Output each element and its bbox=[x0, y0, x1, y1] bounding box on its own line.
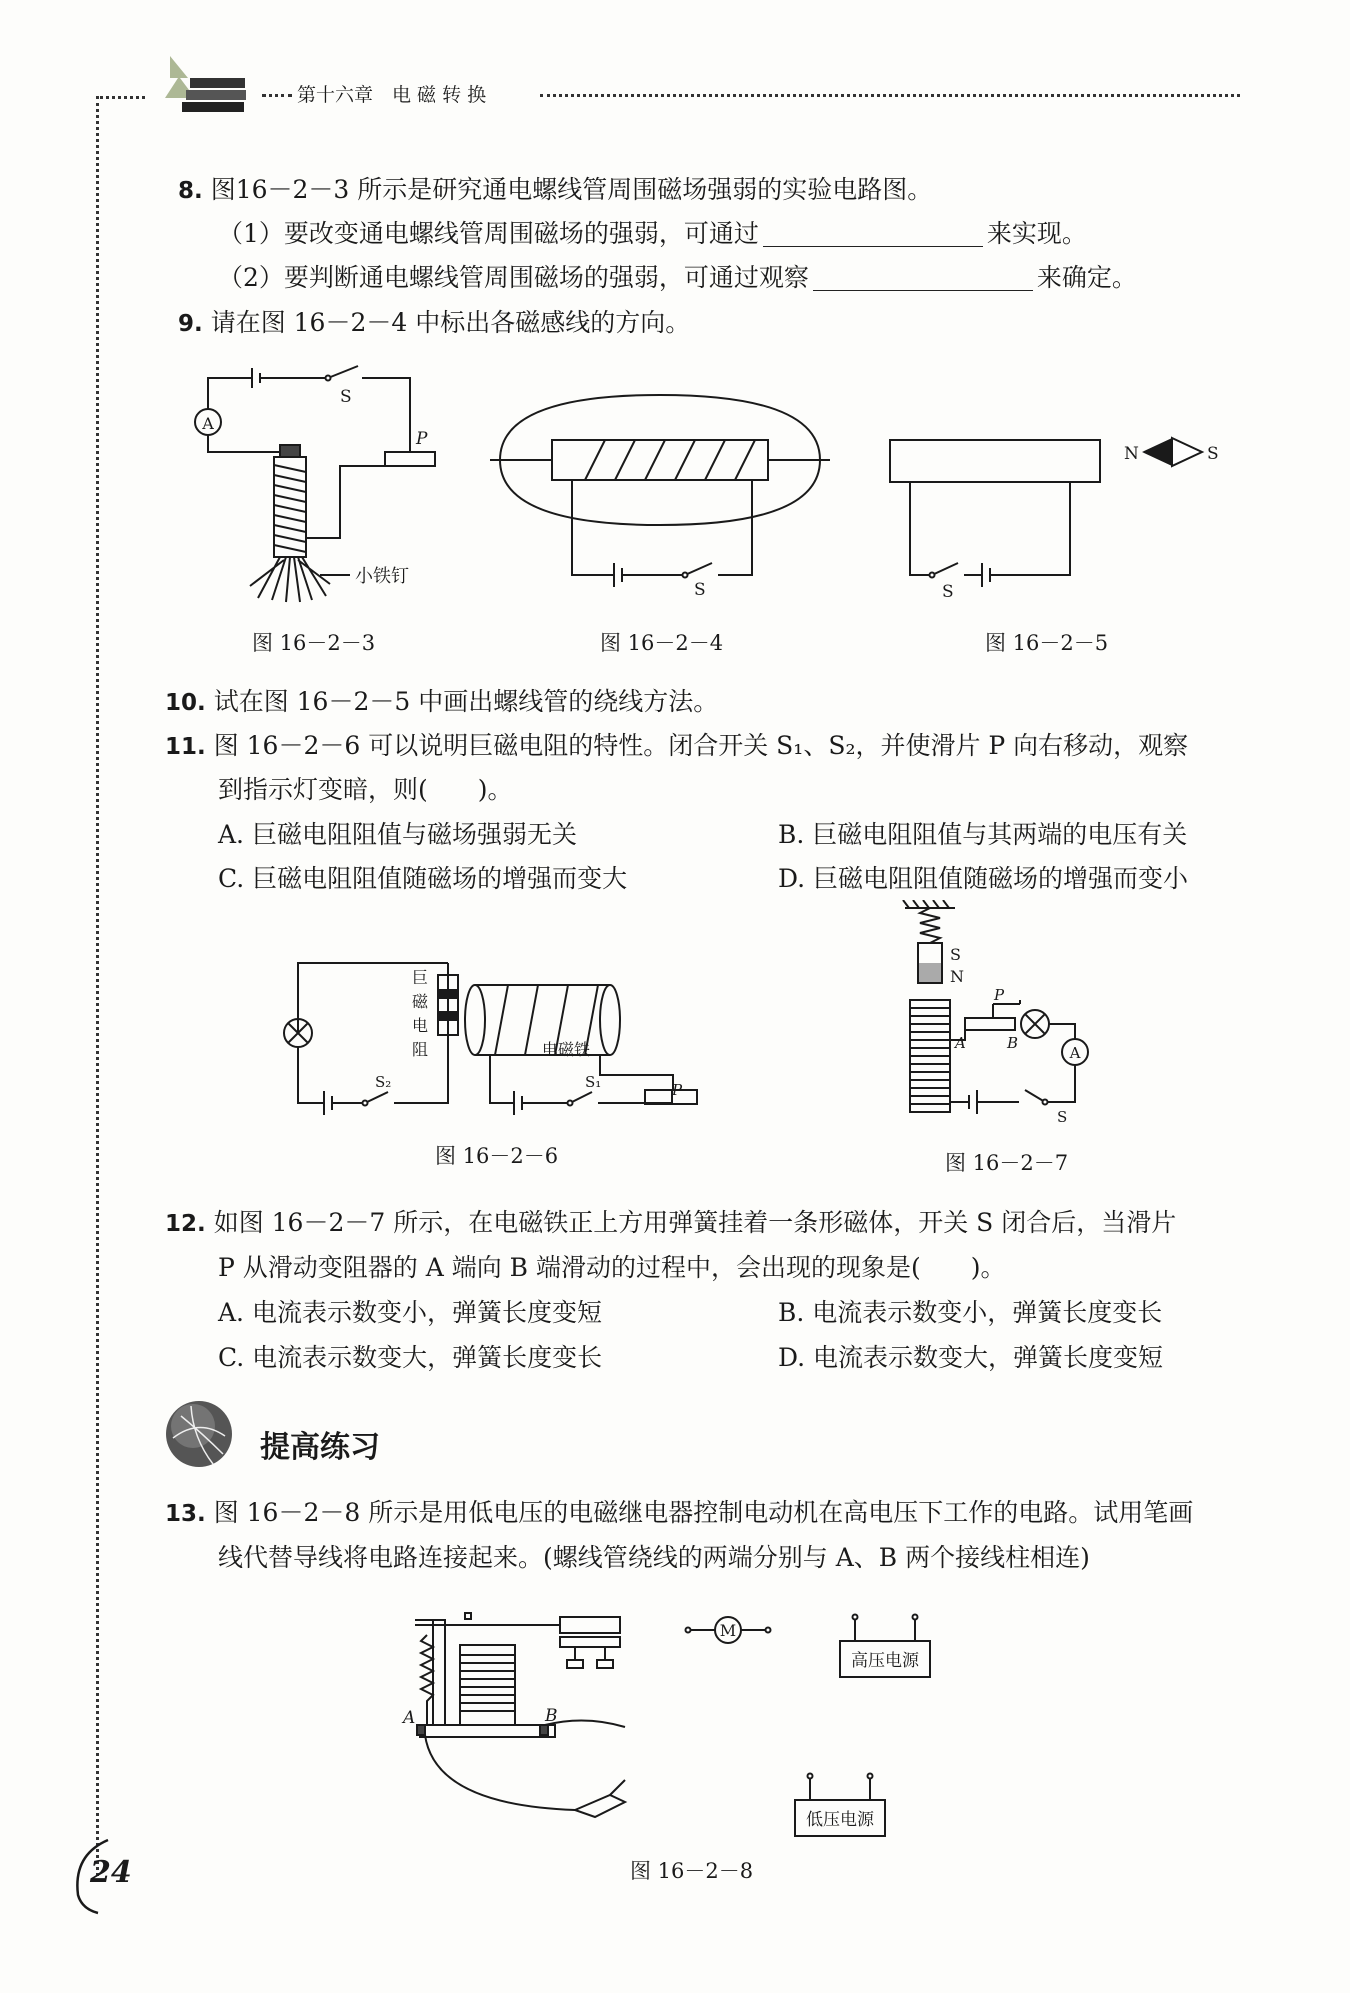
question-12-stem-line-1 bbox=[165, 1205, 1176, 1242]
fig5-switch-label: S bbox=[942, 582, 954, 602]
chapter-title: 第十六章 电 磁 转 换 bbox=[297, 84, 487, 106]
question-8-text: 图16－2－3 所示是研究通电螺线管周围磁场强弱的实验电路图。 bbox=[210, 175, 933, 204]
fig7-switch-label: S bbox=[1057, 1108, 1068, 1126]
question-13-stem-line-2: 线代替导线将电路连接起来。(螺线管绕线的两端分别与 A、B 两个接线柱相连) bbox=[218, 1543, 1090, 1572]
question-13-stem-line-1 bbox=[165, 1495, 1193, 1532]
question-10-text: 试在图 16－2－5 中画出螺线管的绕线方法。 bbox=[213, 687, 719, 716]
question-12-text-1: 如图 16－2－7 所示，在电磁铁正上方用弹簧挂着一条形磁体，开关 S 闭合后，当滑片 bbox=[213, 1208, 1177, 1237]
figure-16-2-3 bbox=[180, 360, 460, 610]
header-dotted-line-left-vertical bbox=[96, 96, 99, 1876]
question-11-option-d[interactable]: D. 巨磁电阻阻值随磁场的增强而变小 bbox=[778, 864, 1189, 893]
fig8-terminal-a-label: A bbox=[403, 1708, 416, 1728]
fig5-south-label: S bbox=[1207, 444, 1219, 464]
fig6-s1-label: S₁ bbox=[585, 1073, 602, 1091]
question-10-number: 10. bbox=[165, 690, 206, 716]
question-11-option-a[interactable]: A. 巨磁电阻阻值与磁场强弱无关 bbox=[218, 820, 577, 849]
figure-16-2-4 bbox=[490, 385, 830, 605]
fig3-slider-label: P bbox=[416, 429, 428, 449]
fig6-gmr-label-1: 巨 bbox=[412, 968, 429, 987]
answer-blank-8-1[interactable] bbox=[763, 224, 983, 247]
fig8-motor-label: M bbox=[719, 1621, 737, 1640]
question-8-part-2-text: （2）要判断通电螺线管周围磁场的强弱，可通过观察 bbox=[218, 263, 809, 292]
fig7-terminal-a-label: A bbox=[955, 1034, 966, 1052]
figure-16-2-5 bbox=[880, 430, 1220, 605]
fig7-magnet-n-label: N bbox=[950, 967, 964, 986]
fig6-electromagnet-label: 电磁铁 bbox=[542, 1040, 591, 1059]
figure-16-2-8 bbox=[395, 1605, 995, 1845]
figure-16-2-5-caption: 图 16－2－5 bbox=[985, 631, 1109, 655]
fig6-gmr-label-3: 电 bbox=[412, 1016, 429, 1035]
question-8-part-1-text: （1）要改变通电螺线管周围磁场的强弱，可通过 bbox=[218, 219, 759, 248]
question-12-option-a[interactable]: A. 电流表示数变小，弹簧长度变短 bbox=[218, 1298, 602, 1327]
fig5-north-label: N bbox=[1124, 444, 1139, 464]
fig6-gmr-label-2: 磁 bbox=[412, 992, 429, 1011]
question-11-option-b[interactable]: B. 巨磁电阻阻值与其两端的电压有关 bbox=[778, 820, 1188, 849]
fig7-magnet-s-label: S bbox=[950, 945, 961, 964]
header-logo bbox=[140, 48, 260, 118]
fig3-nails-label: 小铁钉 bbox=[355, 566, 409, 587]
question-9-text: 请在图 16－2－4 中标出各磁感线的方向。 bbox=[210, 308, 691, 337]
fig7-ammeter-label: A bbox=[1069, 1044, 1081, 1062]
fig8-terminal-b-label: B bbox=[545, 1706, 558, 1726]
page-number: 24 bbox=[90, 1855, 132, 1890]
question-10-stem bbox=[165, 684, 718, 721]
figure-16-2-4-caption: 图 16－2－4 bbox=[600, 631, 724, 655]
question-12-stem-line-2: P 从滑动变阻器的 A 端向 B 端滑动的过程中，会出现的现象是( )。 bbox=[218, 1253, 1006, 1282]
question-13-number: 13. bbox=[165, 1501, 206, 1527]
section-title: 提高练习 bbox=[260, 1430, 380, 1465]
fig3-ammeter-label: A bbox=[202, 414, 214, 433]
question-11-stem-line-2: 到指示灯变暗，则( )。 bbox=[218, 775, 513, 804]
header-dotted-line-mid bbox=[262, 94, 292, 97]
question-12-option-b[interactable]: B. 电流表示数变小，弹簧长度变长 bbox=[778, 1298, 1163, 1327]
question-8-stem bbox=[178, 172, 932, 209]
figure-16-2-6-caption: 图 16－2－6 bbox=[435, 1144, 559, 1168]
question-8-number: 8. bbox=[178, 178, 203, 204]
question-9-number: 9. bbox=[178, 311, 203, 337]
question-8-part-1-suffix: 来实现。 bbox=[986, 219, 1087, 248]
fig8-low-voltage-label: 低压电源 bbox=[806, 1810, 874, 1830]
fig7-slider-label: P bbox=[994, 986, 1005, 1004]
figure-16-2-7-caption: 图 16－2－7 bbox=[945, 1151, 1069, 1175]
question-9-stem bbox=[178, 305, 690, 342]
question-13-text-1: 图 16－2－8 所示是用低电压的电磁继电器控制电动机在高电压下工作的电路。试用笔画 bbox=[213, 1498, 1194, 1527]
answer-blank-8-2[interactable] bbox=[813, 268, 1033, 291]
question-11-text-1: 图 16－2－6 可以说明巨磁电阻的特性。闭合开关 S₁、S₂，并使滑片 P 向右移动，观察 bbox=[213, 731, 1189, 760]
question-8-part-2 bbox=[218, 260, 1137, 296]
header-dotted-line-right bbox=[540, 94, 1240, 97]
figure-16-2-8-caption: 图 16－2－8 bbox=[630, 1859, 754, 1883]
question-8-part-2-suffix: 来确定。 bbox=[1036, 263, 1137, 292]
figure-16-2-3-caption: 图 16－2－3 bbox=[252, 631, 376, 655]
figure-16-2-7 bbox=[895, 900, 1135, 1130]
fig4-switch-label: S bbox=[694, 580, 706, 600]
header-dotted-line-left bbox=[100, 96, 145, 99]
fig6-s2-label: S₂ bbox=[375, 1073, 392, 1091]
question-8-part-1 bbox=[218, 216, 1087, 252]
question-11-option-c[interactable]: C. 巨磁电阻阻值随磁场的增强而变大 bbox=[218, 864, 628, 893]
fig8-high-voltage-label: 高压电源 bbox=[851, 1651, 919, 1671]
fig6-slider-label: P bbox=[672, 1081, 683, 1099]
question-12-option-c[interactable]: C. 电流表示数变大，弹簧长度变长 bbox=[218, 1343, 603, 1372]
fig6-gmr-label-4: 阻 bbox=[412, 1040, 429, 1059]
section-globe-icon bbox=[163, 1398, 235, 1470]
question-11-number: 11. bbox=[165, 734, 206, 760]
figure-16-2-6 bbox=[270, 955, 720, 1130]
question-11-stem-line-1 bbox=[165, 728, 1188, 765]
question-12-number: 12. bbox=[165, 1211, 206, 1237]
fig3-switch-label: S bbox=[340, 387, 352, 407]
question-12-option-d[interactable]: D. 电流表示数变大，弹簧长度变短 bbox=[778, 1343, 1164, 1372]
fig7-terminal-b-label: B bbox=[1007, 1034, 1019, 1052]
